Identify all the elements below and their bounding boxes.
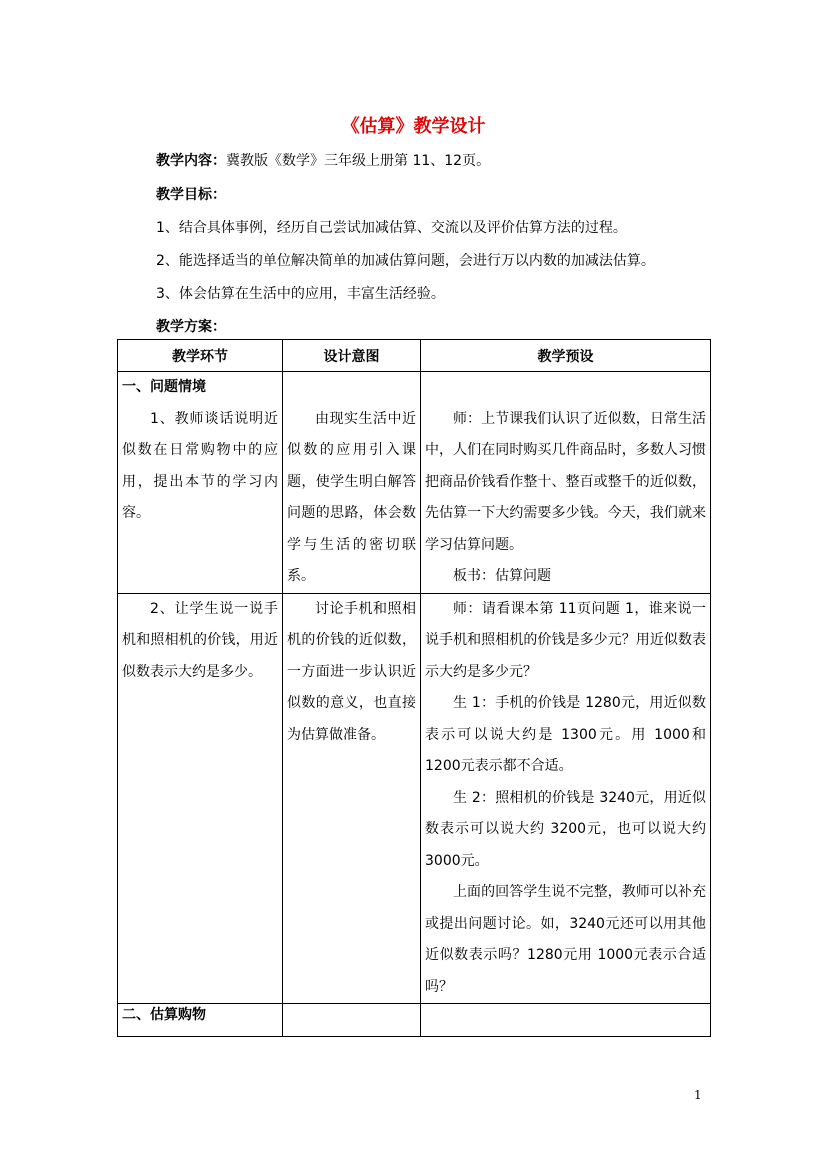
table-row	[118, 593, 711, 1004]
lesson-plan-table	[117, 339, 711, 1037]
table-row	[118, 1004, 711, 1037]
document-title: 《估算》教学设计	[341, 116, 486, 137]
preset-cell	[421, 372, 711, 594]
content-line	[156, 150, 490, 170]
preset-text: 生 1：手机的价钱是 1280元，用近似数表示可以说大约是 1300元。用 1000和 1200元表示都不合适。	[425, 695, 706, 774]
intent-text: 讨论手机和照相机的价钱的近似数，一方面进一步认识近似数的意义，也直接为估算做准备。	[287, 600, 416, 743]
preset-text: 上面的回答学生说不完整，教师可以补充或提出问题讨论。如，3240元还可以用其他近似数表示吗？1280元用 1000元表示合适吗？	[425, 884, 706, 995]
intent-text: 由现实生活中近似数的应用引入课题，使学生明白解答问题的思路，体会数学与生活的密切联系。	[287, 410, 416, 584]
step-cell	[118, 372, 283, 594]
table-row	[118, 372, 711, 594]
page-number: 1	[694, 1088, 702, 1102]
intent-cell	[283, 1004, 421, 1037]
preset-cell	[421, 593, 711, 1004]
goal-item: 1、结合具体事例，经历自己尝试加减估算、交流以及评价估算方法的过程。	[156, 220, 627, 236]
table-header-row	[118, 340, 711, 372]
step-text: 1、教师谈话说明近似数在日常购物中的应用，提出本节的学习内容。	[122, 410, 278, 521]
goals-label: 教学目标：	[156, 187, 226, 203]
header-intent: 设计意图	[283, 340, 421, 372]
content-text: 冀教版《数学》三年级上册第 11、12页。	[226, 153, 491, 169]
preset-text: 生 2：照相机的价钱是 3240元，用近似数表示可以说大约 3200元，也可以说大约 3000元。	[425, 789, 706, 869]
intent-cell	[283, 372, 421, 594]
preset-text: 师：上节课我们认识了近似数，日常生活中，人们在同时购买几件商品时，多数人习惯把商品价钱看作整十、整百或整千的近似数，先估算一下大约需要多少钱。今天，我们就来学习估算问题。	[425, 410, 706, 553]
header-step: 教学环节	[118, 340, 283, 372]
plan-label: 教学方案：	[156, 319, 226, 335]
step-cell	[118, 593, 283, 1004]
goal-item: 3、体会估算在生活中的应用，丰富生活经验。	[156, 286, 445, 302]
preset-text: 板书：估算问题	[453, 568, 551, 584]
preset-text: 师：请看课本第 11页问题 1，谁来说一说手机和照相机的价钱是多少元？用近似数表示大约是多少元？	[425, 600, 706, 680]
section-title: 二、估算购物	[122, 1007, 206, 1023]
intent-cell	[283, 593, 421, 1004]
step-text: 2、让学生说一说手机和照相机的价钱，用近似数表示大约是多少。	[122, 600, 278, 680]
preset-cell	[421, 1004, 711, 1037]
section-title: 一、问题情境	[122, 379, 206, 395]
step-cell	[118, 1004, 283, 1037]
header-preset: 教学预设	[421, 340, 711, 372]
content-label: 教学内容：	[156, 153, 226, 169]
goal-item: 2、能选择适当的单位解决简单的加减估算问题，会进行万以内数的加减法估算。	[156, 253, 655, 269]
